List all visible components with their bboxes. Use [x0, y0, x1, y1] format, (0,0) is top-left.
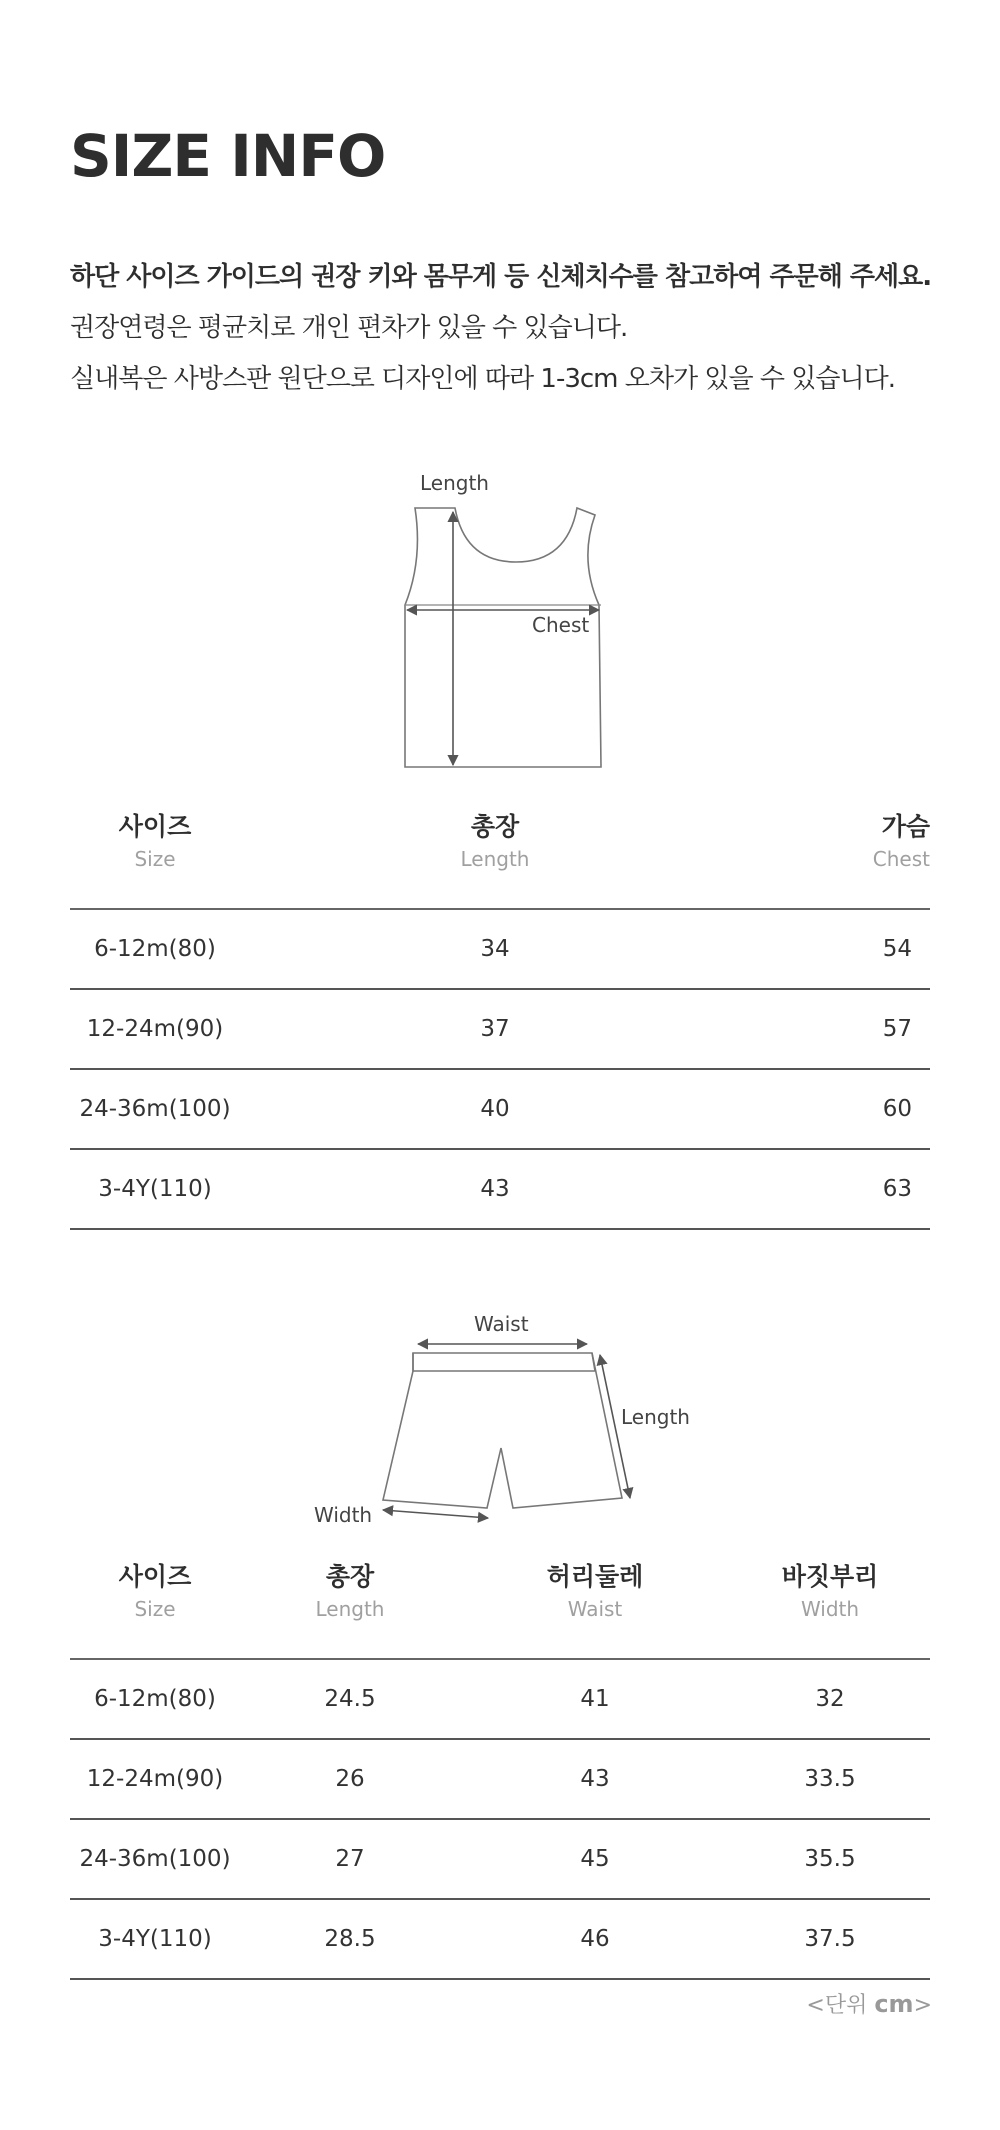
header-chest: 가슴 Chest	[872, 812, 930, 871]
table-header	[70, 1560, 930, 1660]
intro-text	[70, 252, 970, 405]
header-waist: 허리둘레 Waist	[546, 1562, 644, 1621]
tank-top-illustration	[395, 460, 615, 780]
table-row: 24-36m(100) 27 45 35.5	[70, 1820, 930, 1900]
shorts-size-table	[70, 1560, 930, 1980]
width-arrow	[383, 1510, 488, 1518]
header-length: 총장 Length	[315, 1562, 385, 1621]
table-row: 24-36m(100) 40 60	[70, 1070, 930, 1150]
header-width: 바짓부리 Width	[781, 1562, 879, 1621]
header-length: 총장 Length	[460, 812, 530, 871]
table-row: 3-4Y(110) 43 63	[70, 1150, 930, 1230]
tank-top-outline	[405, 508, 601, 767]
page-title: SIZE INFO	[70, 122, 386, 190]
intro-line-1: 하단 사이즈 가이드의 권장 키와 몸무게 등 신체치수를 참고하여 주문해 주세요.	[70, 262, 932, 292]
shorts-diagram	[310, 1308, 710, 1538]
chest-label: Chest	[532, 613, 590, 637]
waist-label: Waist	[474, 1312, 529, 1336]
intro-line-3: 실내복은 사방스판 원단으로 디자인에 따라 1-3cm 오차가 있을 수 있습니다.	[70, 364, 895, 394]
top-size-table	[70, 810, 930, 1230]
header-size: 사이즈 Size	[118, 1562, 192, 1621]
table-row: 6-12m(80) 24.5 41 32	[70, 1660, 930, 1740]
length-label: Length	[420, 471, 489, 495]
table-row: 6-12m(80) 34 54	[70, 910, 930, 990]
width-label: Width	[314, 1503, 373, 1527]
shorts-illustration	[310, 1308, 710, 1538]
header-size: 사이즈 Size	[118, 812, 192, 871]
shorts-outline	[383, 1353, 622, 1508]
unit-note: <단위 cm>	[806, 1990, 932, 2018]
table-header	[70, 810, 930, 910]
length-label: Length	[621, 1405, 690, 1429]
table-row: 3-4Y(110) 28.5 46 37.5	[70, 1900, 930, 1980]
top-diagram	[395, 460, 615, 780]
intro-line-2: 권장연령은 평균치로 개인 편차가 있을 수 있습니다.	[70, 313, 628, 343]
table-row: 12-24m(90) 37 57	[70, 990, 930, 1070]
table-row: 12-24m(90) 26 43 33.5	[70, 1740, 930, 1820]
